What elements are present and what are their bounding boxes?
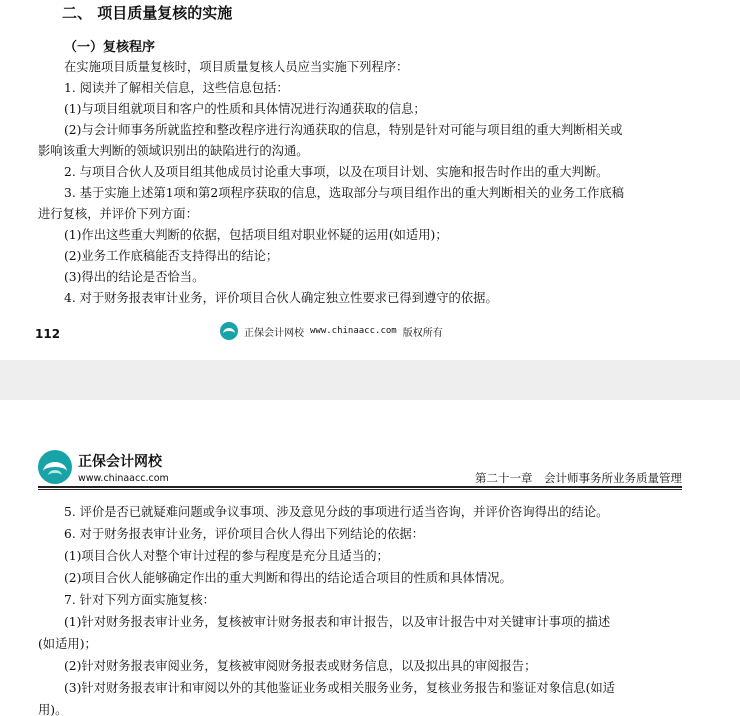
body-line: 3. 基于实施上述第1项和第2项程序获取的信息，选取部分与项目组作出的重大判断相关的业务工作底稿 — [64, 186, 625, 200]
body-line: 1. 阅读并了解相关信息，这些信息包括： — [64, 81, 289, 95]
page-header-logo — [38, 450, 169, 484]
body-line: 在实施项目质量复核时，项目质量复核人员应当实施下列程序： — [64, 60, 409, 74]
body-line: 4. 对于财务报表审计业务，评价项目合伙人确定独立性要求已得到遵守的依据。 — [64, 291, 498, 305]
body-line: (2)与会计师事务所就监控和整改程序进行沟通获取的信息，特别是针对可能与项目组的重大判断相关或 — [64, 123, 623, 137]
body-line: (3)针对财务报表审计和审阅以外的其他鉴证业务或相关服务业务，复核业务报告和鉴证对象信息(如适 — [64, 681, 615, 695]
lower-page — [0, 400, 740, 716]
body-line: (2)业务工作底稿能否支持得出的结论； — [64, 249, 279, 263]
footer-brand: 正保会计网校 — [244, 327, 304, 339]
body-line: (如适用)； — [38, 637, 97, 651]
body-line: 影响该重大判断的领域识别出的缺陷进行的沟通。 — [38, 144, 309, 158]
page-number: 112 — [35, 327, 61, 341]
body-line: 用)。 — [38, 703, 68, 716]
header-brand-name: 正保会计网校 — [78, 453, 162, 470]
body-line: (2)针对财务报表审阅业务，复核被审阅财务报表或财务信息，以及拟出具的审阅报告； — [64, 659, 537, 673]
page-gap — [0, 360, 740, 400]
header-divider — [38, 486, 682, 488]
chinaacc-logo-icon — [38, 450, 72, 484]
body-line: 6. 对于财务报表审计业务，评价项目合伙人得出下列结论的依据： — [64, 527, 424, 541]
body-line: (1)项目合伙人对整个审计过程的参与程度是充分且适当的； — [64, 549, 389, 563]
chapter-title: 第二十一章 会计师事务所业务质量管理 — [475, 471, 682, 485]
footer-url: www.chinaacc.com — [310, 326, 397, 336]
section-title: 二、 项目质量复核的实施 — [62, 4, 233, 22]
body-line: (1)针对财务报表审计业务，复核被审计财务报表和审计报告，以及审计报告中对关键审计事项的描述 — [64, 615, 611, 629]
page-footer — [220, 322, 443, 340]
chinaacc-logo-icon — [220, 322, 238, 340]
body-line: 7. 针对下列方面实施复核： — [64, 593, 215, 607]
body-line: 2. 与项目合伙人及项目组其他成员讨论重大事项，以及在项目计划、实施和报告时作出的重大判断。 — [64, 165, 609, 179]
body-line: (1)与项目组就项目和客户的性质和具体情况进行沟通获取的信息； — [64, 102, 426, 116]
body-line: 5. 评价是否已就疑难问题或争议事项、涉及意见分歧的事项进行适当咨询，并评价咨询得出的结论。 — [64, 505, 609, 519]
footer-rights: 版权所有 — [402, 327, 443, 339]
body-line: (3)得出的结论是否恰当。 — [64, 270, 205, 284]
header-divider-thin — [38, 489, 682, 490]
body-line: (1)作出这些重大判断的依据，包括项目组对职业怀疑的运用(如适用)； — [64, 228, 448, 242]
body-line: 进行复核，并评价下列方面： — [38, 207, 198, 221]
subsection-title: （一）复核程序 — [64, 40, 156, 55]
header-brand-url: www.chinaacc.com — [78, 472, 169, 484]
body-line: (2)项目合伙人能够确定作出的重大判断和得出的结论适合项目的性质和具体情况。 — [64, 571, 512, 585]
